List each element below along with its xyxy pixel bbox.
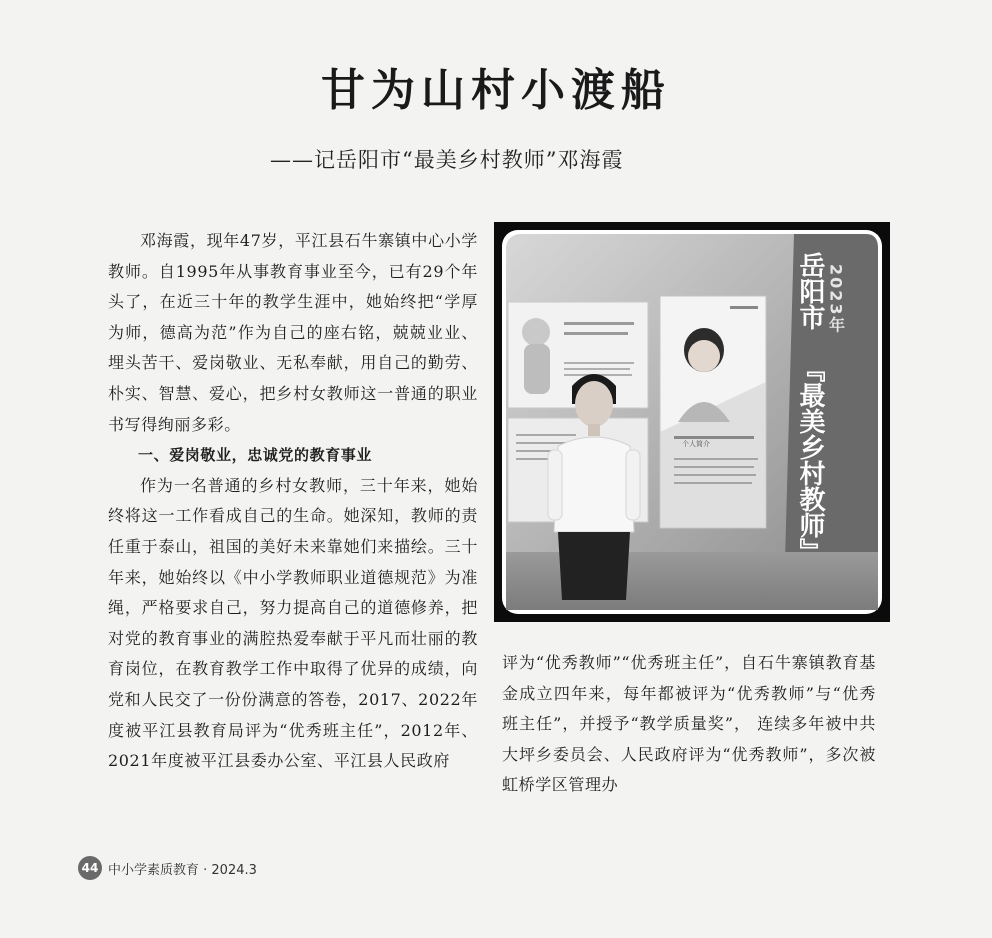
left-text-column (108, 226, 478, 777)
display-board-right (660, 296, 766, 528)
page-number: 44 (78, 856, 102, 880)
article-title: 甘为山村小渡船 (321, 65, 671, 116)
journal-name: 中小学素质教育 · 2024.3 (108, 862, 257, 878)
intro-paragraph: 邓海霞，现年47岁，平江县石牛寨镇中心小学教师。自1995年从事教育事业至今，已有29个年头了，在近三十年的教学生涯中，她始终把“学厚为师，德高为范”作为自己的座右铭，兢兢业业、埋头苦干、爱岗敬业、无私奉献，用自己的勤劳、朴实、智慧、爱心，把乡村女教师这一普通的职业书写得绚丽多彩。 (108, 231, 478, 434)
teacher-photo (494, 222, 890, 622)
section-heading: 一、爱岗敬业，忠诚党的教育事业 (138, 446, 373, 465)
board-caption: 个人简介 (682, 440, 710, 448)
page-footer (78, 856, 257, 880)
body-paragraph: 作为一名普通的乡村女教师，三十年来，她始终将这一工作看成自己的生命。她深知，教师的责任重于泰山，祖国的美好未来靠她们来描绘。三十年来，她始终以《中小学教师职业道德规范》为准绳，严格要求自己，努力提高自己的道德修养，把对党的教育事业的满腔热爱奉献于平凡而壮丽的教育岗位，在教育教学工作中取得了优异的成绩，向党和人民交了一份份满意的答卷，2017、2022年度被平江县教育局评为“优秀班主任”，2012年、2021年度被平江县委办公室、平江县人民政府 (108, 475, 478, 771)
continued-paragraph: 评为“优秀教师”“优秀班主任”，自石牛寨镇教育基金成立四年来，每年都被评为“优秀教师”与“优秀班主任”，并授予“教学质量奖”， 连续多年被中共大坪乡委员会、人民政府评为“优秀教师”，多次被虹桥学区管理办 (502, 653, 876, 795)
banner-honor: 『最美乡村教师』 (795, 356, 825, 564)
banner-city: 岳阳市 (795, 252, 825, 330)
article-subtitle: ——记岳阳市“最美乡村教师”邓海霞 (270, 148, 624, 172)
banner-year: 2023年 (826, 264, 846, 335)
right-text-column (502, 648, 876, 801)
